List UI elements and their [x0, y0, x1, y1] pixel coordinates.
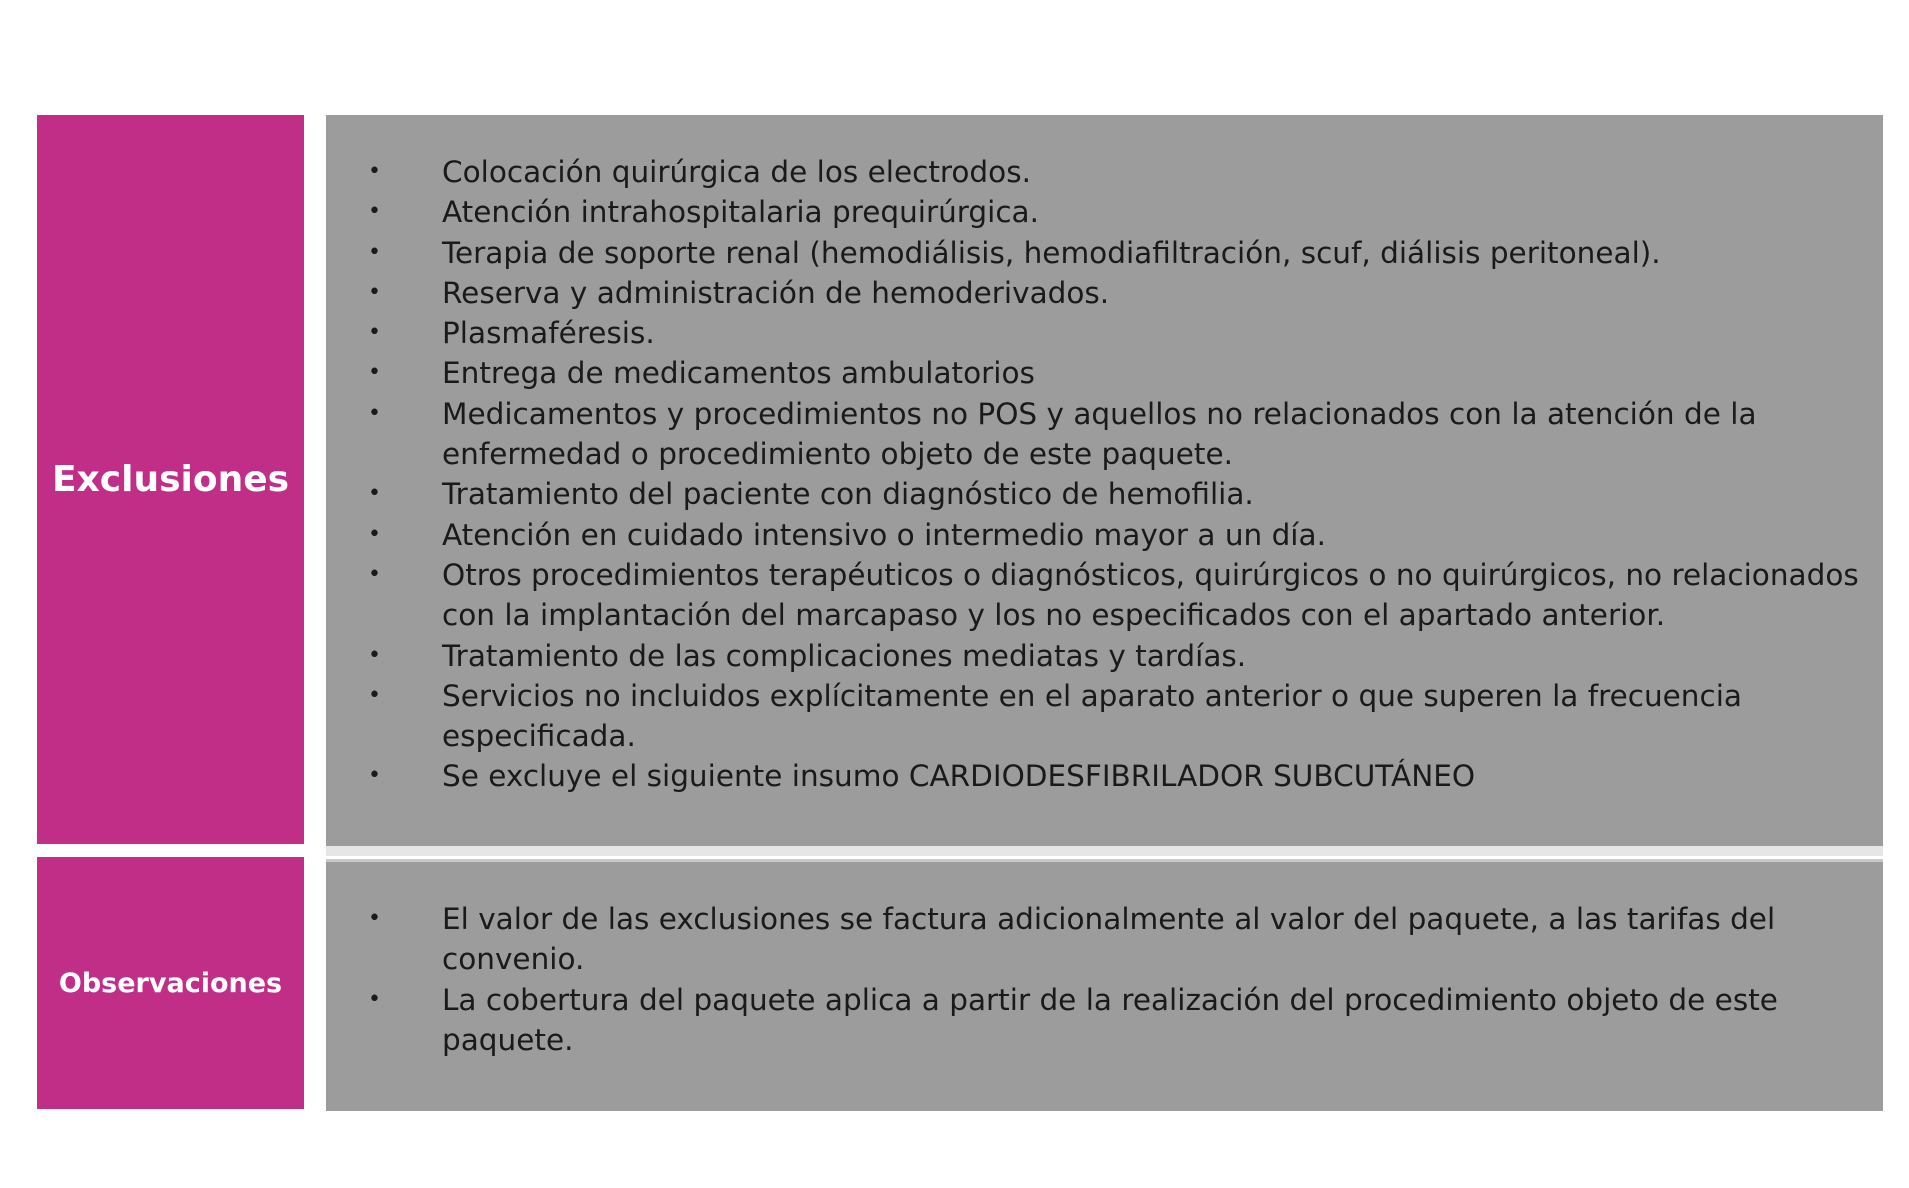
list-item: [326, 555, 1883, 636]
list-item-text: El valor de las exclusiones se factura adicionalmente al valor del paquete, a las tarifas del convenio.: [442, 902, 1776, 977]
list-item-text: Servicios no incluidos explícitamente en el aparato anterior o que superen la frecuencia especificada.: [442, 678, 1742, 754]
list-item-text: Medicamentos y procedimientos no POS y aquellos no relacionados con la atención de la enfermedad o procedimiento objeto de este paquete.: [442, 396, 1757, 472]
bullet-icon: •: [368, 159, 381, 184]
list-item: [326, 899, 1883, 980]
list-item: [326, 515, 1883, 555]
list-item: [326, 192, 1883, 232]
bullet-icon: •: [368, 360, 381, 386]
exclusiones-label: [37, 115, 304, 844]
list-item-text: Terapia de soporte renal (hemodiálisis, hemodiafiltración, scuf, diálisis peritoneal).: [442, 235, 1661, 270]
bullet-icon: •: [368, 199, 381, 225]
list-item: [326, 273, 1883, 313]
list-item-text: Plasmaféresis.: [442, 316, 655, 351]
list-item-text: Se excluye el siguiente insumo CARDIODESFIBRILADOR SUBCUTÁNEO: [442, 759, 1476, 794]
list-item-text: Tratamiento de las complicaciones mediatas y tardías.: [442, 638, 1247, 673]
list-item: [326, 394, 1883, 475]
observaciones-label: [37, 857, 304, 1109]
list-item: [326, 152, 1883, 192]
section-divider: [326, 846, 1883, 856]
exclusiones-list: [326, 152, 1883, 797]
bullet-icon: •: [368, 279, 381, 305]
observaciones-content: [326, 859, 1883, 1111]
bullet-icon: •: [368, 682, 381, 708]
bullet-icon: •: [368, 906, 381, 931]
list-item: [326, 474, 1883, 514]
bullet-icon: •: [368, 642, 381, 668]
list-item: [326, 353, 1883, 393]
list-item-text: Entrega de medicamentos ambulatorios: [442, 356, 1035, 391]
list-item-text: Atención en cuidado intensivo o intermedio mayor a un día.: [442, 517, 1326, 552]
bullet-icon: •: [368, 561, 381, 587]
observaciones-title: Observaciones: [58, 967, 283, 999]
list-item-text: Tratamiento del paciente con diagnóstico de hemofilia.: [442, 477, 1254, 512]
list-item: [326, 636, 1883, 676]
observaciones-list: [326, 899, 1883, 1060]
list-item: [326, 980, 1883, 1061]
list-item-text: Reserva y administración de hemoderivados.: [442, 275, 1110, 310]
list-item: [326, 233, 1883, 273]
exclusiones-content: [326, 115, 1883, 846]
bullet-icon: •: [368, 986, 381, 1012]
list-item-text: Colocación quirúrgica de los electrodos.: [442, 155, 1031, 189]
bullet-icon: •: [368, 320, 381, 346]
bullet-icon: •: [368, 400, 381, 426]
exclusiones-title: Exclusiones: [51, 459, 290, 500]
bullet-icon: •: [368, 763, 381, 789]
list-item: [326, 313, 1883, 353]
list-item-text: Atención intrahospitalaria prequirúrgica.: [442, 195, 1040, 230]
bullet-icon: •: [368, 481, 381, 507]
bullet-icon: •: [368, 521, 381, 547]
list-item: [326, 756, 1883, 796]
bullet-icon: •: [368, 239, 381, 265]
list-item-text: Otros procedimientos terapéuticos o diagnósticos, quirúrgicos o no quirúrgicos, no relacionados con la implantación del marcapaso y los no especificados con el apartado anterior.: [442, 557, 1859, 633]
list-item-text: La cobertura del paquete aplica a partir de la realización del procedimiento objeto de este paquete.: [442, 982, 1778, 1057]
list-item: [326, 676, 1883, 757]
